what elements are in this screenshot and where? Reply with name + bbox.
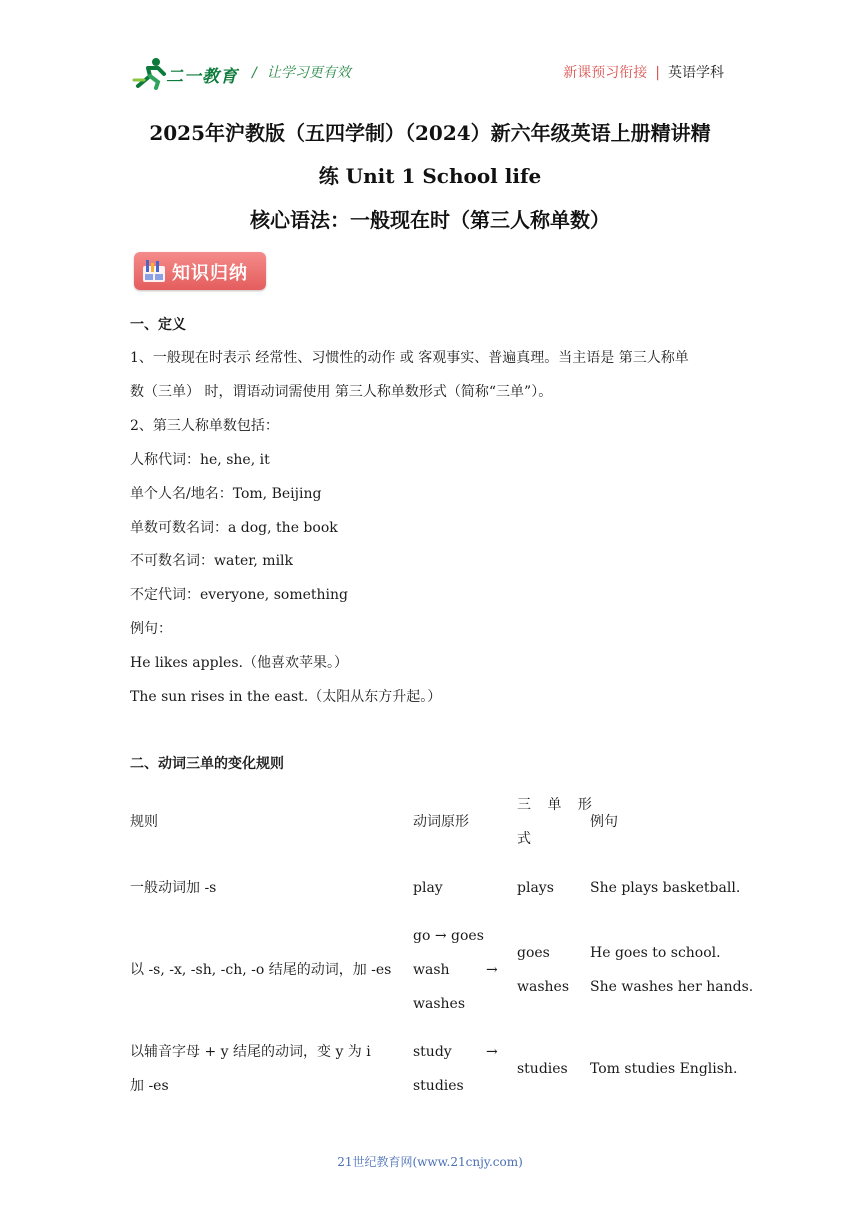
- table-header-base: 动词原形: [413, 814, 469, 830]
- table-cell-rule: 以辅音字母 + y 结尾的动词，变 y 为 i: [130, 1044, 371, 1060]
- slogan: [252, 62, 351, 82]
- table-cell-rule: 加 -es: [130, 1078, 169, 1094]
- table-cell-third: plays: [517, 880, 554, 896]
- table-cell-example: Tom studies English.: [590, 1061, 738, 1077]
- table-cell-base: go → goes: [413, 928, 484, 944]
- definition-line-1: 1、一般现在时表示 经常性、习惯性的动作 或 客观事实、普遍真理。当主语是 第三人称单: [130, 350, 689, 366]
- header-divider: |: [655, 65, 660, 81]
- footer-link[interactable]: 21世纪教育网(www.21cnjy.com): [337, 1155, 523, 1169]
- table-header-third-2: 式: [517, 831, 531, 847]
- table-cell-example: She washes her hands.: [590, 979, 754, 995]
- page-title-line-3: 核心语法：一般现在时（第三人称单数）: [250, 208, 610, 232]
- book-chart-icon: [142, 258, 166, 284]
- list-item: 单数可数名词：a dog, the book: [130, 520, 338, 536]
- header-right: [563, 62, 724, 82]
- list-item: 不可数名词：water, milk: [130, 553, 294, 569]
- badge-label: 知识归纳: [172, 263, 248, 284]
- table-cell-base: wash: [413, 962, 450, 978]
- example-label: 例句：: [130, 621, 172, 637]
- table-cell-rule: 一般动词加 -s: [130, 880, 217, 896]
- page-title-line-2: 练 Unit 1 School life: [318, 164, 542, 188]
- table-cell-base: washes: [413, 996, 466, 1012]
- table-cell-rule: 以 -s, -x, -sh, -ch, -o 结尾的动词，加 -es: [130, 962, 392, 978]
- table-cell-base: studies: [413, 1078, 464, 1094]
- table-cell-example: He goes to school.: [590, 945, 721, 961]
- table-cell-third: goes: [517, 945, 550, 961]
- section-1-heading: 一、定义: [130, 317, 186, 333]
- table-cell-third: washes: [517, 979, 570, 995]
- table-header-rule: 规则: [130, 814, 158, 830]
- example-sentence: The sun rises in the east.（太阳从东方升起。）: [130, 689, 442, 705]
- list-item: 单个人名/地名：Tom, Beijing: [130, 486, 322, 502]
- table-cell-example: She plays basketball.: [590, 880, 741, 896]
- header-subject-label: 英语学科: [668, 65, 724, 81]
- list-item: 人称代词：he, she, it: [130, 452, 270, 468]
- section-2-heading: 二、动词三单的变化规则: [130, 756, 284, 772]
- example-sentence: He likes apples.（他喜欢苹果。）: [130, 655, 348, 671]
- definition-line-2: 数（三单） 时，谓语动词需使用 第三人称单数形式（简称“三单”）。: [130, 384, 553, 400]
- table-cell-base: study: [413, 1044, 452, 1060]
- list-item: 不定代词：everyone, something: [130, 587, 348, 603]
- table-cell-base: play: [413, 880, 443, 896]
- table-cell-third: studies: [517, 1061, 568, 1077]
- header-course-label: 新课预习衔接: [563, 65, 648, 81]
- table-header-third-1: 三 单 形: [517, 797, 598, 813]
- table-header-example: 例句: [590, 814, 618, 830]
- third-person-intro: 2、第三人称单数包括：: [130, 418, 279, 434]
- page-title-line-1: 2025年沪教版（五四学制）（2024）新六年级英语上册精讲精: [149, 121, 711, 145]
- slogan-text: 让学习更有效: [266, 65, 351, 81]
- slogan-separator: /: [252, 65, 257, 81]
- arrow-icon: →: [486, 1044, 498, 1060]
- logo-text: 二一教育: [166, 67, 238, 87]
- arrow-icon: →: [486, 962, 498, 978]
